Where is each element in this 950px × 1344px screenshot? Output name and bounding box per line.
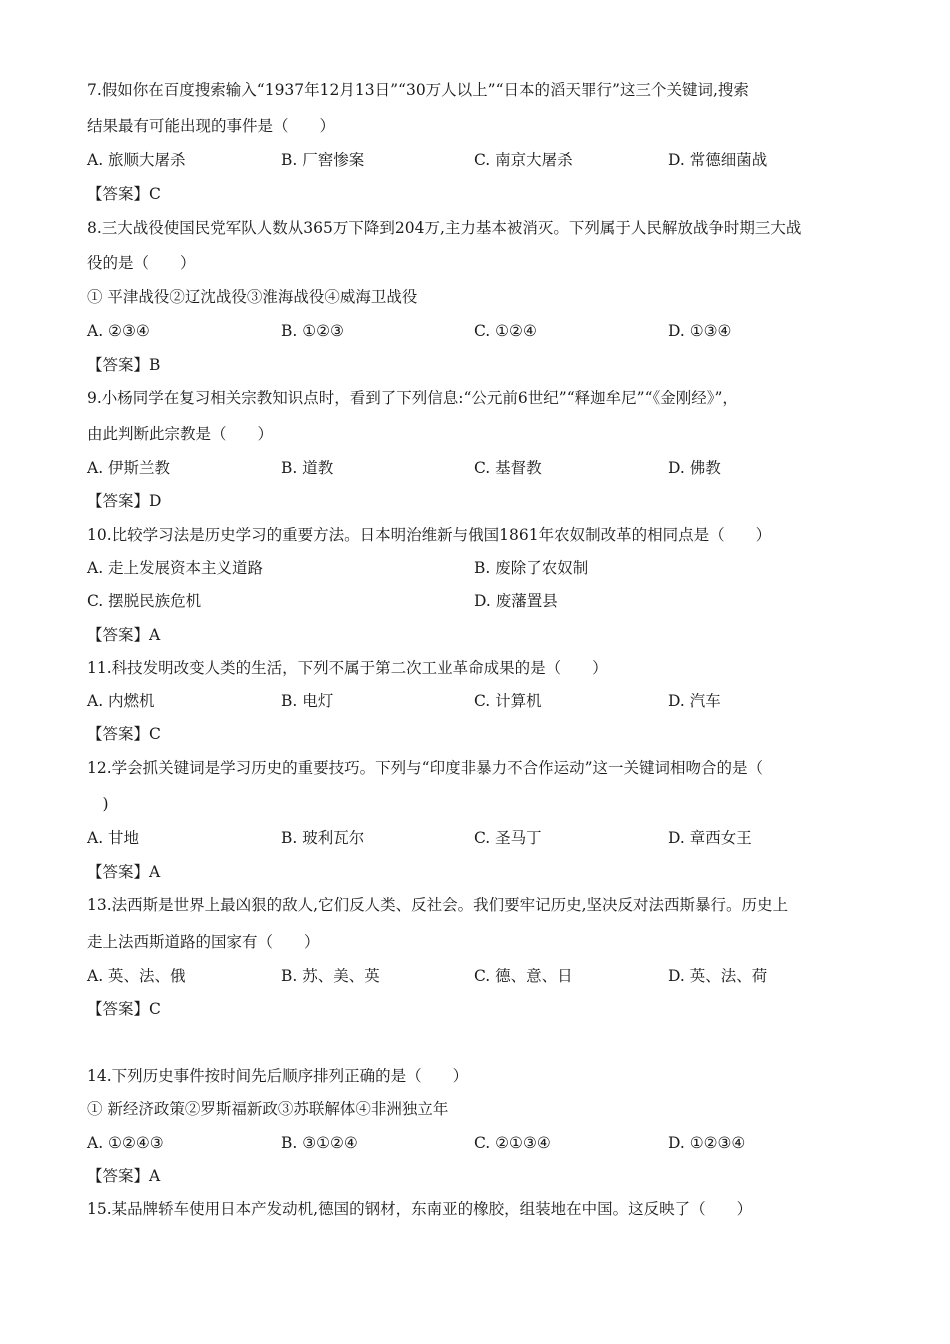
q7-option-c: C. 南京大屠杀 — [474, 151, 573, 169]
q8-option-d: D. ①③④ — [668, 322, 732, 340]
q13-option-b: B. 苏、美、英 — [281, 967, 380, 985]
q13-option-d: D. 英、法、荷 — [668, 967, 768, 985]
question-13-line-2: 走上法西斯道路的国家有（ ） — [87, 933, 320, 951]
q10-option-c: C. 摆脱民族危机 — [87, 592, 202, 610]
q13-option-a: A. 英、法、俄 — [87, 967, 186, 985]
q8-option-a: A. ②③④ — [87, 322, 150, 340]
question-15-line-1: 15.某品牌轿车使用日本产发动机,德国的钢材，东南亚的橡胶，组装地在中国。这反映了（ ） — [87, 1200, 753, 1218]
q7-answer: 【答案】C — [87, 185, 161, 203]
q13-option-c: C. 德、意、日 — [474, 967, 573, 985]
question-7-line-2: 结果最有可能出现的事件是（ ） — [87, 117, 336, 135]
question-12-line-2: ) — [87, 795, 109, 813]
q12-option-c: C. 圣马丁 — [474, 829, 542, 847]
q7-option-b: B. 厂窖惨案 — [281, 151, 365, 169]
q8-answer: 【答案】B — [87, 356, 161, 374]
q13-answer: 【答案】C — [87, 1000, 161, 1018]
q10-option-a: A. 走上发展资本主义道路 — [87, 559, 264, 577]
q11-option-a: A. 内燃机 — [87, 692, 155, 710]
question-9-line-1: 9.小杨同学在复习相关宗教知识点时，看到了下列信息:“公元前6世纪”“释迦牟尼”“《金刚经》”， — [87, 389, 738, 407]
question-7-line-1: 7.假如你在百度搜索输入“1937年12月13日”“30万人以上”“日本的滔天罪行”这三个关键词,搜索 — [87, 81, 749, 99]
question-14-line-1: 14.下列历史事件按时间先后顺序排列正确的是（ ） — [87, 1067, 469, 1085]
q14-option-b: B. ③①②④ — [281, 1134, 358, 1152]
q9-option-c: C. 基督教 — [474, 459, 542, 477]
question-8-line-1: 8.三大战役使国民党军队人数从365万下降到204万,主力基本被消灭。下列属于人民解放战争时期三大战 — [87, 219, 802, 237]
q14-option-d: D. ①②③④ — [668, 1134, 746, 1152]
q9-option-d: D. 佛教 — [668, 459, 721, 477]
q14-answer: 【答案】A — [87, 1167, 161, 1185]
q11-option-d: D. 汽车 — [668, 692, 721, 710]
q7-option-a: A. 旅顺大屠杀 — [87, 151, 186, 169]
q14-option-c: C. ②①③④ — [474, 1134, 551, 1152]
q9-answer: 【答案】D — [87, 492, 162, 510]
q12-option-a: A. 甘地 — [87, 829, 140, 847]
q9-option-a: A. 伊斯兰教 — [87, 459, 171, 477]
question-11-line-1: 11.科技发明改变人类的生活，下列不属于第二次工业革命成果的是（ ） — [87, 659, 608, 677]
q8-option-c: C. ①②④ — [474, 322, 537, 340]
q14-option-a: A. ①②④③ — [87, 1134, 164, 1152]
q8-option-b: B. ①②③ — [281, 322, 344, 340]
question-8-line-2: 役的是（ ） — [87, 254, 196, 272]
q7-option-d: D. 常德细菌战 — [668, 151, 768, 169]
q11-answer: 【答案】C — [87, 725, 161, 743]
q12-option-d: D. 章西女王 — [668, 829, 752, 847]
q11-option-c: C. 计算机 — [474, 692, 542, 710]
q12-option-b: B. 玻利瓦尔 — [281, 829, 365, 847]
question-14-line-2: ① 新经济政策②罗斯福新政③苏联解体④非洲独立年 — [87, 1100, 449, 1118]
q9-option-b: B. 道教 — [281, 459, 334, 477]
q12-answer: 【答案】A — [87, 863, 161, 881]
q10-option-b: B. 废除了农奴制 — [474, 559, 589, 577]
question-9-line-2: 由此判断此宗教是（ ） — [87, 425, 274, 443]
question-13-line-1: 13.法西斯是世界上最凶狠的敌人,它们反人类、反社会。我们要牢记历史,坚决反对法西斯暴行。历史上 — [87, 896, 789, 914]
question-12-line-1: 12.学会抓关键词是学习历史的重要技巧。下列与“印度非暴力不合作运动”这一关键词相吻合的是（ — [87, 759, 764, 777]
q10-answer: 【答案】A — [87, 626, 161, 644]
question-8-line-3: ① 平津战役②辽沈战役③淮海战役④威海卫战役 — [87, 288, 418, 306]
q11-option-b: B. 电灯 — [281, 692, 334, 710]
question-10-line-1: 10.比较学习法是历史学习的重要方法。日本明治维新与俄国1861年农奴制改革的相同点是（ ） — [87, 526, 772, 544]
q10-option-d: D. 废藩置县 — [474, 592, 558, 610]
